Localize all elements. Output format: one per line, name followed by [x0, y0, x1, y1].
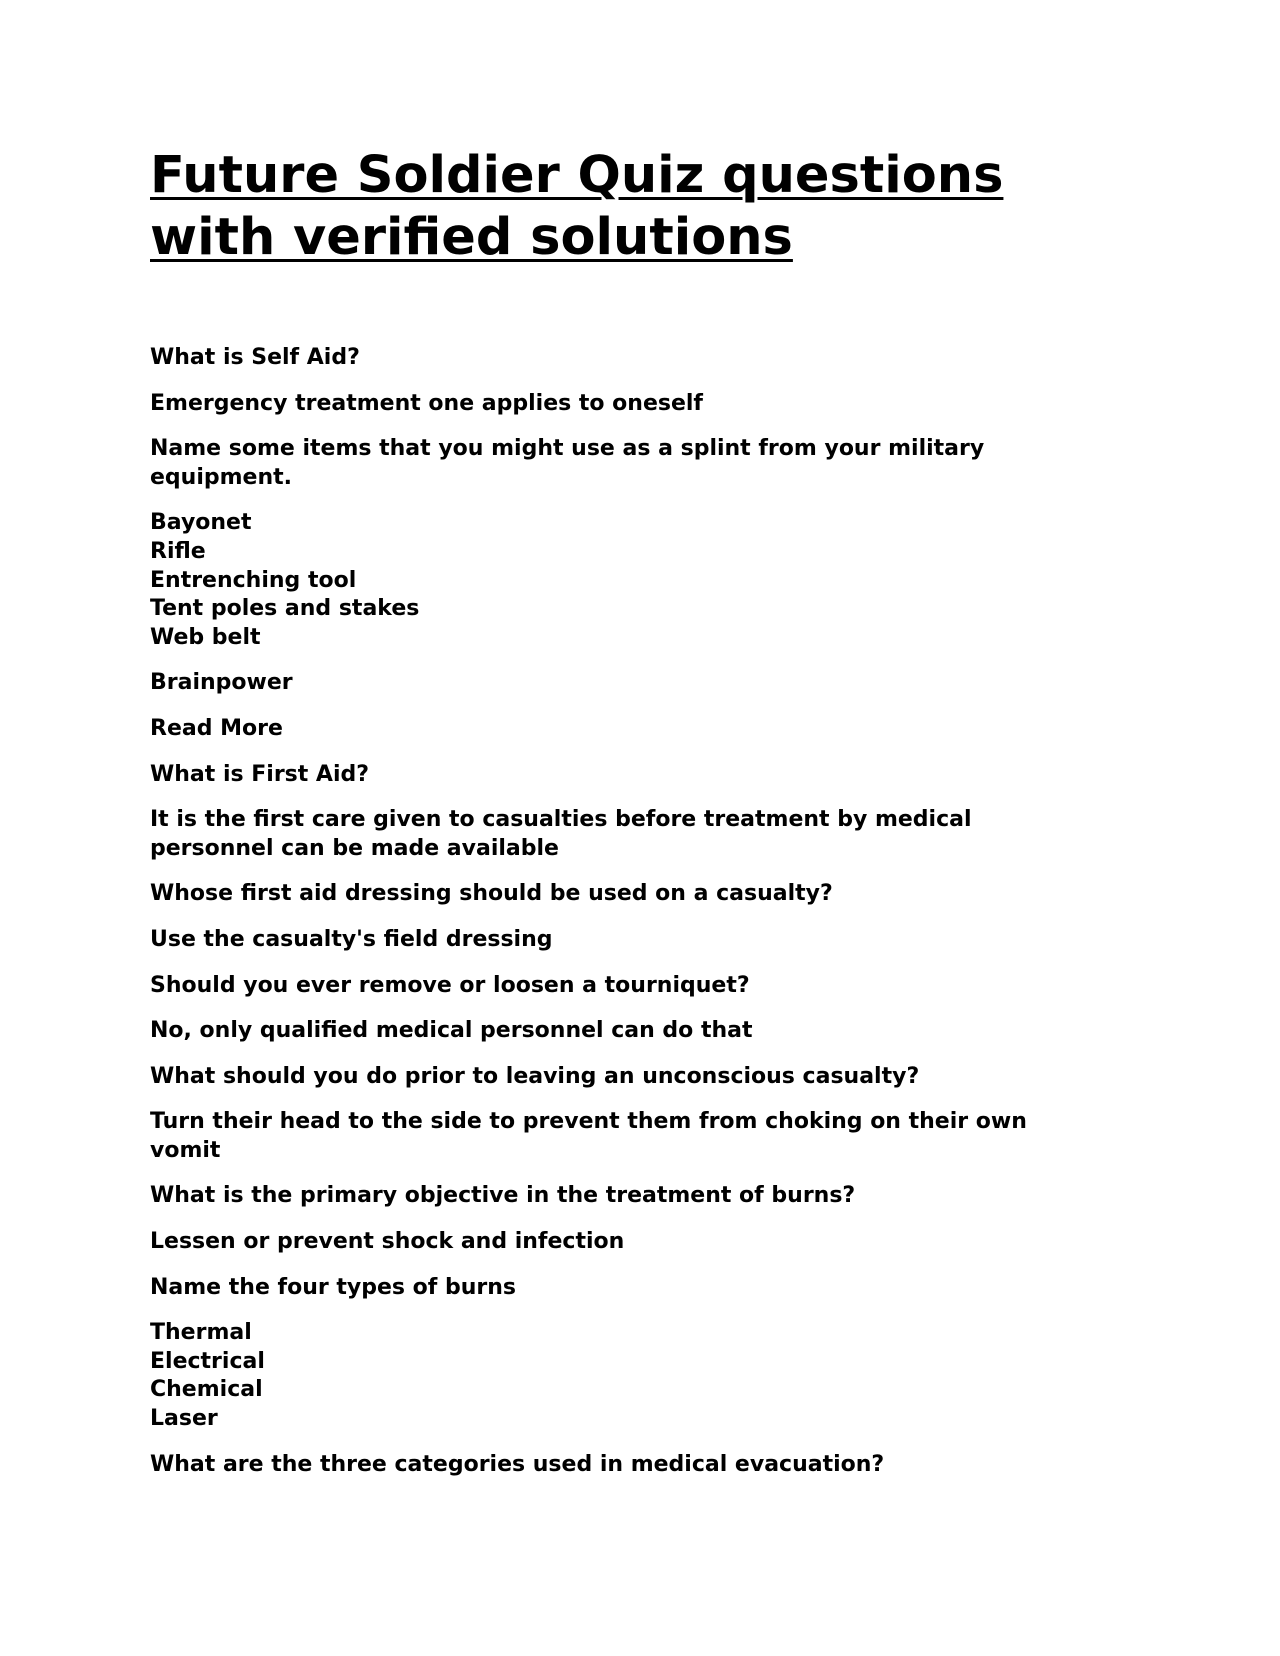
answer-unconscious-casualty: Turn their head to the side to prevent them from choking on their own vomit — [150, 1109, 1027, 1163]
document-title: Future Soldier Quiz questions with verified solutions — [150, 146, 1004, 267]
brainpower-label: Brainpower — [150, 670, 293, 696]
question-unconscious-casualty: What should you do prior to leaving an unconscious casualty? — [150, 1063, 920, 1089]
answer-burns-objective: Lessen or prevent shock and infection — [150, 1229, 625, 1255]
question-tourniquet: Should you ever remove or loosen a tourniquet? — [150, 972, 750, 998]
answer-dressing: Use the casualty's field dressing — [150, 926, 553, 952]
question-burn-types: Name the four types of burns — [150, 1274, 517, 1300]
read-more-label: Read More — [150, 715, 283, 741]
question-self-aid: What is Self Aid? — [150, 345, 360, 370]
qa-list — [150, 344, 1090, 1479]
answer-first-aid: It is the first care given to casualties before treatment by medical personnel can be made available — [150, 807, 972, 861]
question-burns-objective: What is the primary objective in the treatment of burns? — [150, 1183, 856, 1209]
question-evacuation-categories: What are the three categories used in medical evacuation? — [150, 1451, 885, 1477]
document-page — [150, 145, 1090, 1496]
answer-burn-types: Thermal Electrical Chemical Laser — [150, 1320, 265, 1432]
answer-self-aid: Emergency treatment one applies to oneself — [150, 390, 703, 416]
answer-splint-items: Bayonet Rifle Entrenching tool Tent poles and stakes Web belt — [150, 510, 420, 650]
question-splint-items: Name some items that you might use as a splint from your military equipment. — [150, 436, 985, 490]
question-first-aid: What is First Aid? — [150, 761, 370, 787]
question-dressing: Whose first aid dressing should be used on a casualty? — [150, 881, 833, 907]
answer-tourniquet: No, only qualified medical personnel can do that — [150, 1018, 753, 1044]
